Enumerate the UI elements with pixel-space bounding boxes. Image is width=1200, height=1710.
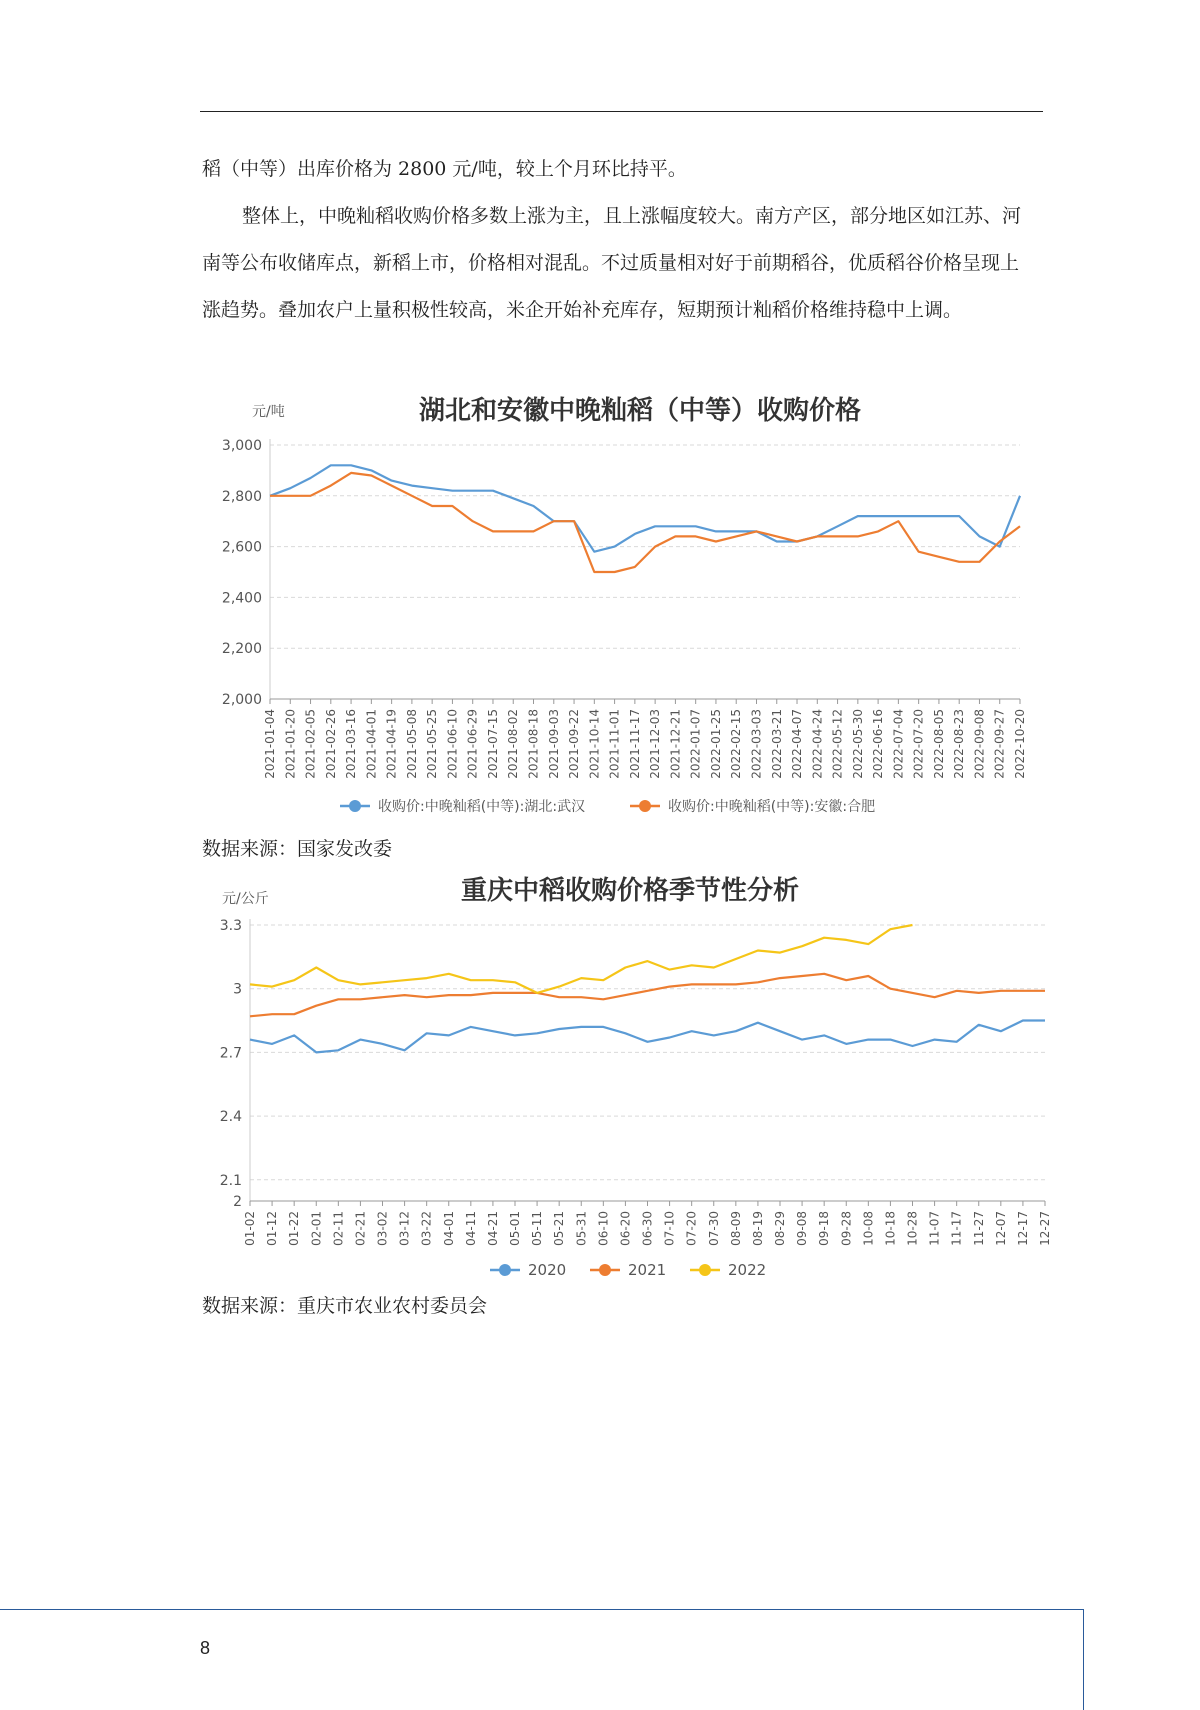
chart2-x-tick: 01-02 bbox=[243, 1211, 257, 1246]
chart2-x-tick: 05-01 bbox=[508, 1211, 522, 1246]
chart2-x-tick: 06-30 bbox=[640, 1211, 655, 1246]
chart1-x-tick: 2022-01-25 bbox=[708, 709, 723, 779]
chart1-source: 数据来源：国家发改委 bbox=[202, 838, 393, 860]
chart2-x-tick: 08-29 bbox=[773, 1211, 787, 1246]
chart1-x-tick: 2021-09-03 bbox=[546, 709, 561, 779]
chart1-x-tick: 2021-01-20 bbox=[283, 709, 298, 779]
chart2-title: 重庆中稻收购价格季节性分析 bbox=[460, 876, 800, 906]
chart2-x-tick: 01-12 bbox=[265, 1211, 280, 1246]
chart2-legend-marker-dot bbox=[499, 1264, 511, 1276]
chart2-x-tick: 05-21 bbox=[552, 1211, 567, 1246]
chart2-legend-marker-dot bbox=[699, 1264, 711, 1276]
chart1-legend-marker-dot bbox=[349, 800, 361, 812]
chart2-x-tick: 04-11 bbox=[463, 1211, 478, 1246]
chart2-y-tick: 2.7 bbox=[219, 1045, 242, 1062]
chart2-x-tick: 03-12 bbox=[397, 1211, 412, 1246]
chart1-x-tick: 2022-08-23 bbox=[952, 709, 967, 779]
chart1-y-tick: 3,000 bbox=[221, 438, 262, 454]
chart1-x-tick: 2022-08-05 bbox=[931, 709, 946, 779]
chart1-x-tick: 2022-09-27 bbox=[992, 709, 1007, 779]
chart1-x-tick: 2021-03-16 bbox=[344, 709, 359, 779]
chart1-x-tick: 2021-09-22 bbox=[567, 709, 582, 779]
chart1-x-tick: 2021-10-14 bbox=[587, 709, 602, 779]
chart-hubei-anhui-rice-price bbox=[200, 385, 1040, 820]
chart1-x-tick: 2022-04-24 bbox=[810, 709, 825, 779]
chart2-x-tick: 11-27 bbox=[971, 1211, 986, 1246]
chart1-x-tick: 2021-06-29 bbox=[465, 709, 480, 779]
chart2-x-tick: 06-20 bbox=[618, 1211, 633, 1246]
chart2-x-tick: 07-10 bbox=[662, 1211, 677, 1246]
chart2-series-line-2020 bbox=[250, 1021, 1045, 1053]
chart1-x-tick: 2022-07-04 bbox=[891, 709, 906, 779]
chart1-x-tick: 2021-04-19 bbox=[384, 709, 399, 779]
chart2-y-tick: 2.4 bbox=[219, 1109, 242, 1126]
chart1-x-tick: 2021-01-04 bbox=[263, 709, 277, 779]
chart1-y-unit: 元/吨 bbox=[252, 404, 285, 420]
chart1-x-tick: 2022-01-07 bbox=[688, 709, 703, 779]
chart2-series-line-2021 bbox=[250, 974, 1045, 1017]
paragraph-1: 稻（中等）出库价格为 2800 元/吨，较上个月环比持平。 bbox=[202, 158, 687, 180]
chart2-x-tick: 02-01 bbox=[309, 1211, 324, 1246]
chart1-y-tick: 2,600 bbox=[221, 539, 262, 556]
chart1-x-tick: 2021-05-08 bbox=[404, 709, 419, 779]
paragraph-2: 整体上，中晚籼稻收购价格多数上涨为主，且上涨幅度较大。南方产区，部分地区如江苏、河南等公布收储库点，新稻上市，价格相对混乱。不过质量相对好于前期稻谷，优质稻谷价格呈现上涨趋势。叠加农户上量积极性较高，米企开始补充库存，短期预计籼稻价格维持稳中上调。 bbox=[202, 205, 1022, 321]
chart1-x-tick: 2021-06-10 bbox=[445, 709, 460, 779]
chart1-legend-marker-dot bbox=[639, 800, 651, 812]
chart1-x-tick: 2021-12-21 bbox=[668, 709, 683, 779]
chart1-x-tick: 2022-06-16 bbox=[871, 709, 886, 779]
chart2-x-tick: 10-18 bbox=[883, 1211, 898, 1246]
chart2-x-tick: 07-20 bbox=[684, 1211, 699, 1246]
chart2-y-unit: 元/公斤 bbox=[222, 891, 269, 907]
chart2-x-tick: 06-10 bbox=[596, 1211, 611, 1246]
chart1-x-tick: 2021-08-02 bbox=[506, 709, 521, 779]
chart1-series-line-收购价:中晚籼稻(中等):湖北:武汉 bbox=[270, 465, 1020, 551]
chart2-x-tick: 08-09 bbox=[728, 1211, 743, 1246]
chart2-x-tick: 12-17 bbox=[1015, 1211, 1030, 1246]
chart2-x-tick: 10-28 bbox=[905, 1211, 920, 1246]
chart1-x-tick: 2022-10-20 bbox=[1013, 709, 1027, 779]
chart1-y-tick: 2,200 bbox=[221, 641, 262, 658]
chart1-x-tick: 2021-11-17 bbox=[627, 709, 642, 779]
chart1-x-tick: 2022-05-30 bbox=[850, 709, 865, 779]
header-rule bbox=[200, 111, 1043, 112]
chart2-x-tick: 05-31 bbox=[574, 1211, 589, 1246]
chart1-x-tick: 2021-02-26 bbox=[323, 709, 338, 779]
chart2-x-tick: 12-07 bbox=[993, 1211, 1008, 1246]
chart1-x-tick: 2021-02-05 bbox=[303, 709, 318, 779]
chart1-x-tick: 2021-07-15 bbox=[485, 709, 500, 779]
chart1-x-tick: 2022-05-12 bbox=[830, 709, 845, 779]
chart2-x-tick: 04-21 bbox=[485, 1211, 500, 1246]
chart1-y-tick: 2,800 bbox=[221, 488, 262, 505]
footer-frame bbox=[0, 1609, 1084, 1710]
chart2-x-tick: 10-08 bbox=[861, 1211, 876, 1246]
chart2-x-tick: 09-08 bbox=[795, 1211, 810, 1246]
chart-chongqing-rice-seasonal bbox=[200, 865, 1050, 1285]
chart2-x-tick: 05-11 bbox=[530, 1211, 545, 1246]
chart2-x-tick: 02-11 bbox=[331, 1211, 346, 1246]
chart2-y-tick: 2 bbox=[233, 1194, 242, 1210]
chart1-y-tick: 2,400 bbox=[221, 590, 262, 607]
page-number: 8 bbox=[200, 1638, 211, 1658]
chart2-y-tick: 3.3 bbox=[219, 918, 242, 934]
chart2-x-tick: 07-30 bbox=[706, 1211, 721, 1246]
chart1-x-tick: 2022-02-15 bbox=[729, 709, 744, 779]
chart1-x-tick: 2022-07-20 bbox=[911, 709, 926, 779]
chart2-x-tick: 02-21 bbox=[353, 1211, 368, 1246]
chart2-x-tick: 11-17 bbox=[949, 1211, 964, 1246]
chart1-series-line-收购价:中晚籼稻(中等):安徽:合肥 bbox=[270, 473, 1020, 572]
chart2-x-tick: 01-22 bbox=[287, 1211, 302, 1246]
chart2-x-tick: 03-22 bbox=[419, 1211, 434, 1246]
chart1-x-tick: 2021-12-03 bbox=[648, 709, 663, 779]
chart1-x-tick: 2022-03-21 bbox=[769, 709, 784, 779]
chart2-source: 数据来源：重庆市农业农村委员会 bbox=[202, 1295, 488, 1317]
chart2-x-tick: 09-28 bbox=[839, 1211, 854, 1246]
chart2-x-tick: 09-18 bbox=[817, 1211, 832, 1246]
chart2-legend-marker-dot bbox=[599, 1264, 611, 1276]
chart1-x-tick: 2021-05-25 bbox=[425, 709, 440, 779]
chart2-x-tick: 04-01 bbox=[441, 1211, 456, 1246]
chart2-x-tick: 08-19 bbox=[750, 1211, 765, 1246]
chart1-legend-label: 收购价:中晚籼稻(中等):湖北:武汉 bbox=[378, 799, 586, 815]
chart1-x-tick: 2021-11-01 bbox=[607, 709, 622, 779]
chart1-x-tick: 2022-09-08 bbox=[972, 709, 987, 779]
chart2-legend-label: 2021 bbox=[628, 1261, 667, 1279]
chart1-x-tick: 2021-04-01 bbox=[364, 709, 379, 779]
chart2-y-tick: 2.1 bbox=[219, 1172, 242, 1189]
chart1-x-tick: 2021-08-18 bbox=[526, 709, 541, 779]
chart1-x-tick: 2022-04-07 bbox=[790, 709, 805, 779]
chart2-legend-label: 2020 bbox=[528, 1261, 567, 1279]
chart2-x-tick: 03-02 bbox=[375, 1211, 390, 1246]
chart2-series-line-2022 bbox=[250, 925, 913, 993]
chart2-x-tick: 12-27 bbox=[1038, 1211, 1052, 1246]
chart1-title: 湖北和安徽中晚籼稻（中等）收购价格 bbox=[418, 396, 862, 426]
chart1-x-tick: 2022-03-03 bbox=[749, 709, 764, 779]
chart2-x-tick: 11-07 bbox=[927, 1211, 942, 1246]
chart1-legend-label: 收购价:中晚籼稻(中等):安徽:合肥 bbox=[668, 799, 876, 815]
chart2-y-tick: 3 bbox=[233, 981, 242, 998]
chart1-y-tick: 2,000 bbox=[221, 692, 262, 708]
chart2-legend-label: 2022 bbox=[728, 1261, 767, 1279]
